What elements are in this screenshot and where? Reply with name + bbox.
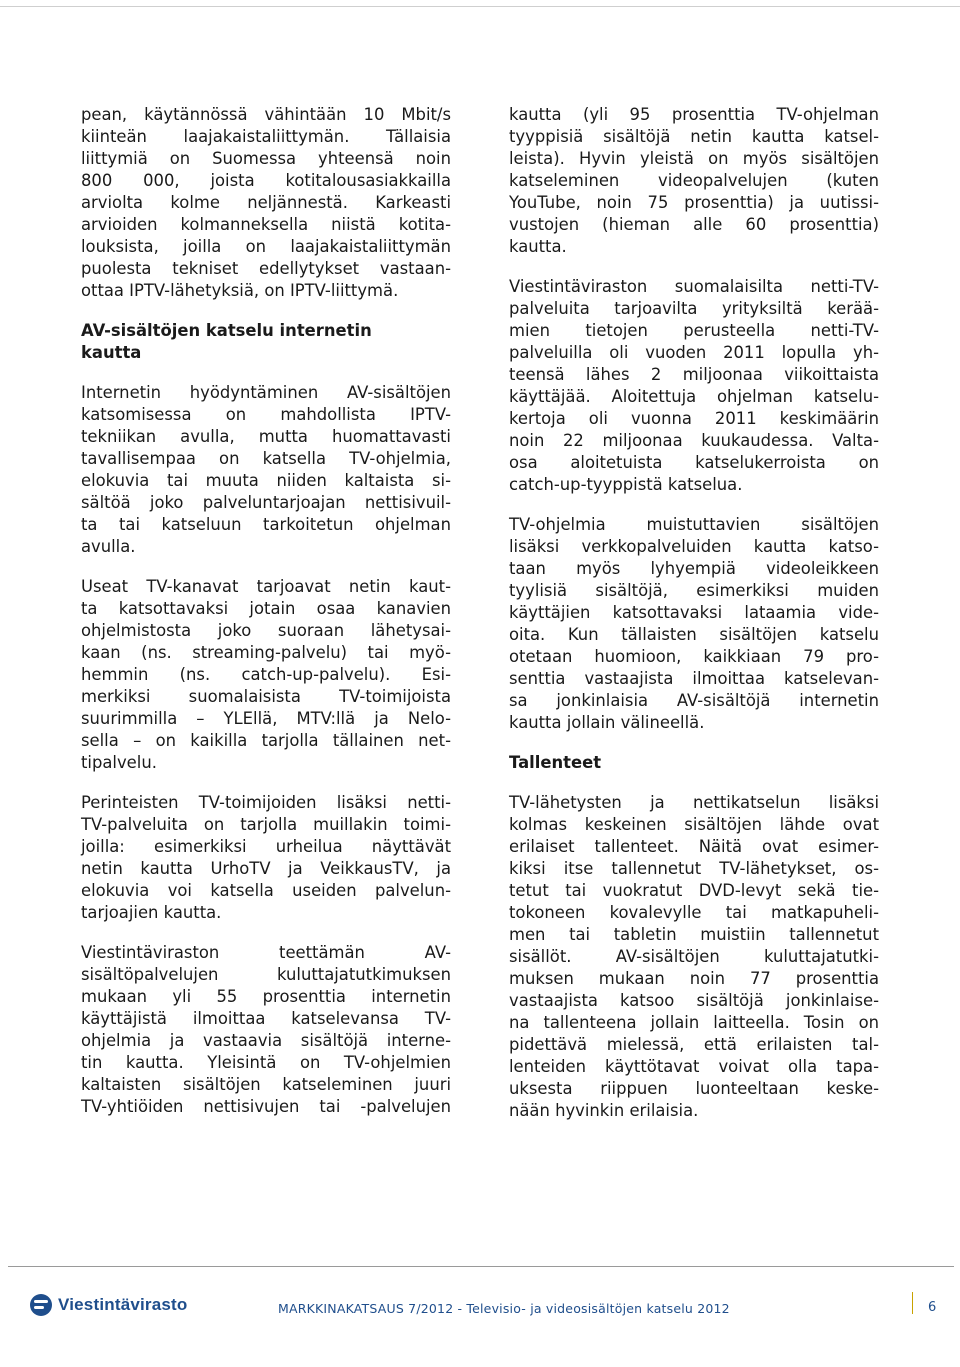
text-line: teensä lähes 2 miljoonaa viikoittaista bbox=[509, 365, 879, 384]
text-line: kaan (ns. streaming-palvelu) tai myö- bbox=[81, 643, 451, 662]
text-line: sisällöt. AV-sisältöjen kuluttajatutki- bbox=[509, 947, 879, 966]
text-line: leista). Hyvin yleistä on myös sisältöjen bbox=[509, 149, 879, 168]
right-column bbox=[509, 104, 879, 1140]
logo-mark-icon bbox=[30, 1294, 52, 1316]
text-line: nään hyvinkin erilaisia. bbox=[509, 1101, 699, 1120]
left-column bbox=[81, 104, 451, 1136]
text-line: mukaan yli 55 prosenttia internetin bbox=[81, 987, 451, 1006]
text-line: TV-yhtiöiden nettisivujen tai -palvelujen bbox=[81, 1097, 451, 1116]
paragraph bbox=[81, 576, 451, 774]
text-line: men tai tabletin muistiin tallennetut bbox=[509, 925, 879, 944]
text-line: otetaan huomioon, kaikkiaan 79 pro- bbox=[509, 647, 879, 666]
text-line: TV-ohjelmia muistuttavien sisältöjen bbox=[509, 515, 879, 534]
text-line: taan myös lyhyempiä videoleikkeen bbox=[509, 559, 879, 578]
text-line: merkiksi suomalaisista TV-toimijoista bbox=[81, 687, 451, 706]
text-line: käyttäjistä ilmoittaa katselevansa TV- bbox=[81, 1009, 451, 1028]
text-line: YouTube, noin 75 prosenttia) ja uutissi- bbox=[509, 193, 879, 212]
text-line: kiksi itse tallennetut TV-lähetykset, os- bbox=[509, 859, 879, 878]
text-line: tyyppisiä sisältöjä netin kautta katsel- bbox=[509, 127, 879, 146]
text-line: Useat TV-kanavat tarjoavat netin kaut- bbox=[81, 577, 451, 596]
text-line: TV-palveluita on tarjolla muillakin toimi- bbox=[81, 815, 451, 834]
text-line: catch-up-tyyppistä katselua. bbox=[509, 475, 743, 494]
text-line: tokoneen kovalevylle tai matkapuheli- bbox=[509, 903, 879, 922]
text-line: senttia vastaajista ilmoittaa katselevan- bbox=[509, 669, 879, 688]
text-line: Perinteisten TV-toimijoiden lisäksi netti- bbox=[81, 793, 451, 812]
text-line: osa aloitetuista katselukerroista on bbox=[509, 453, 879, 472]
text-line: hemmin (ns. catch-up-palvelu). Esi- bbox=[81, 665, 451, 684]
viestintavirasto-logo bbox=[30, 1294, 188, 1316]
text-line: puolesta tekniset edellytykset vastaan- bbox=[81, 259, 451, 278]
paragraph bbox=[81, 382, 451, 558]
text-line: elokuvia voi katsella useiden palvelun- bbox=[81, 881, 451, 900]
text-line: tarjoajien kautta. bbox=[81, 903, 222, 922]
paragraph bbox=[81, 104, 451, 302]
text-line: netin kautta UrhoTV ja VeikkausTV, ja bbox=[81, 859, 451, 878]
text-line: louksista, joilla on laajakaistaliittymän bbox=[81, 237, 451, 256]
footer-separator bbox=[912, 1292, 913, 1314]
text-line: muksen mukaan noin 77 prosenttia bbox=[509, 969, 879, 988]
paragraph bbox=[509, 276, 879, 496]
text-line: arvioiden kolmanneksella niistä kotita- bbox=[81, 215, 451, 234]
text-line: käyttäjää. Aloitettuja ohjelman katselu- bbox=[509, 387, 879, 406]
text-line: sella – on kaikilla tarjolla tällainen net- bbox=[81, 731, 451, 750]
heading-line: kautta bbox=[81, 343, 142, 362]
footer-caption: MARKKINAKATSAUS 7/2012 - Televisio- ja videosisältöjen katselu 2012 bbox=[278, 1301, 730, 1316]
text-line: kautta jollain välineellä. bbox=[509, 713, 705, 732]
text-line: Viestintäviraston suomalaisilta netti-TV- bbox=[509, 277, 879, 296]
paragraph bbox=[81, 792, 451, 924]
text-line: vastaajista katsoo sisältöjä jonkinlaise- bbox=[509, 991, 879, 1010]
text-line: kautta. bbox=[509, 237, 567, 256]
text-line: lenteiden käyttötavat voivat olla tapa- bbox=[509, 1057, 879, 1076]
text-line: kertoja oli vuonna 2011 keskimäärin bbox=[509, 409, 879, 428]
text-line: liittymiä on Suomessa yhteensä noin bbox=[81, 149, 451, 168]
text-line: sisältöpalvelujen kuluttajatutkimuksen bbox=[81, 965, 451, 984]
text-line: kaltaisten sisältöjen katseleminen juuri bbox=[81, 1075, 451, 1094]
text-line: palveluilla oli vuoden 2011 lopulla yh- bbox=[509, 343, 879, 362]
text-line: kiinteän laajakaistaliittymän. Tällaisia bbox=[81, 127, 451, 146]
text-line: mien tietojen perusteella netti-TV- bbox=[509, 321, 879, 340]
text-line: erilaiset tallenteet. Näitä ovat esimer- bbox=[509, 837, 879, 856]
text-line: uksesta riippuen luonteeltaan keske- bbox=[509, 1079, 879, 1098]
text-line: pidettävä mielessä, että erilaisten tal- bbox=[509, 1035, 879, 1054]
text-line: ottaa IPTV-lähetyksiä, on IPTV-liittymä. bbox=[81, 281, 399, 300]
text-line: oita. Kun tällaisten sisältöjen katselu bbox=[509, 625, 879, 644]
paragraph bbox=[509, 514, 879, 734]
text-line: ohjelmistosta joko suoraan lähetysai- bbox=[81, 621, 451, 640]
text-line: tyylisiä sisältöjä, esimerkiksi muiden bbox=[509, 581, 879, 600]
text-line: katsomisessa on mahdollista IPTV- bbox=[81, 405, 451, 424]
text-line: kautta (yli 95 prosenttia TV-ohjelman bbox=[509, 105, 879, 124]
text-line: na tallenteena jollain laitteella. Tosin on bbox=[509, 1013, 879, 1032]
text-line: tekniikan avulla, mutta huomattavasti bbox=[81, 427, 451, 446]
text-line: ta katsottavaksi jotain osaa kanavien bbox=[81, 599, 451, 618]
text-line: 800 000, joista kotitalousasiakkailla bbox=[81, 171, 451, 190]
text-line: sältöä joko palveluntarjoajan nettisivuil- bbox=[81, 493, 451, 512]
top-divider bbox=[0, 6, 960, 7]
text-line: TV-lähetysten ja nettikatselun lisäksi bbox=[509, 793, 879, 812]
text-line: noin 22 miljoonaa kuukaudessa. Valta- bbox=[509, 431, 879, 450]
section-heading-av-internet bbox=[81, 320, 451, 364]
text-line: pean, käytännössä vähintään 10 Mbit/s bbox=[81, 105, 451, 124]
text-line: avulla. bbox=[81, 537, 136, 556]
text-line: tipalvelu. bbox=[81, 753, 157, 772]
heading-line: AV-sisältöjen katselu internetin bbox=[81, 321, 372, 340]
text-line: tetut tai vuokratut DVD-levyt sekä tie- bbox=[509, 881, 879, 900]
text-line: kolmas keskeinen sisältöjen lähde ovat bbox=[509, 815, 879, 834]
text-line: Viestintäviraston teettämän AV- bbox=[81, 943, 451, 962]
page-footer bbox=[0, 1290, 960, 1330]
text-line: tin kautta. Yleisintä on TV-ohjelmien bbox=[81, 1053, 451, 1072]
text-line: katseleminen videopalvelujen (kuten bbox=[509, 171, 879, 190]
section-heading-tallenteet: Tallenteet bbox=[509, 753, 602, 772]
text-line: suurimmilla – YLEllä, MTV:llä ja Nelo- bbox=[81, 709, 451, 728]
text-line: lisäksi verkkopalveluiden kautta katso- bbox=[509, 537, 879, 556]
paragraph bbox=[509, 104, 879, 258]
text-line: ta tai katseluun tarkoitetun ohjelman bbox=[81, 515, 451, 534]
text-line: käyttäjien katsottavaksi lataamia vide- bbox=[509, 603, 879, 622]
text-line: palveluita tarjoavilta yrityksiltä kerää- bbox=[509, 299, 879, 318]
text-line: ohjelmia ja vastaavia sisältöjä interne- bbox=[81, 1031, 451, 1050]
text-line: Internetin hyödyntäminen AV-sisältöjen bbox=[81, 383, 451, 402]
paragraph bbox=[509, 792, 879, 1122]
logo-text: Viestintävirasto bbox=[58, 1295, 188, 1314]
text-line: joilla: esimerkiksi urheilua näyttävät bbox=[81, 837, 451, 856]
text-line: arviolta kolme neljännestä. Karkeasti bbox=[81, 193, 451, 212]
text-line: elokuvia tai muuta niiden kaltaista si- bbox=[81, 471, 451, 490]
text-line: sa jonkinlaisia AV-sisältöjä internetin bbox=[509, 691, 879, 710]
text-line: vustojen (hieman alle 60 prosenttia) bbox=[509, 215, 879, 234]
paragraph bbox=[81, 942, 451, 1118]
page-number: 6 bbox=[928, 1300, 937, 1315]
footer-divider bbox=[8, 1266, 954, 1267]
text-line: tavallisempaa on katsella TV-ohjelmia, bbox=[81, 449, 451, 468]
